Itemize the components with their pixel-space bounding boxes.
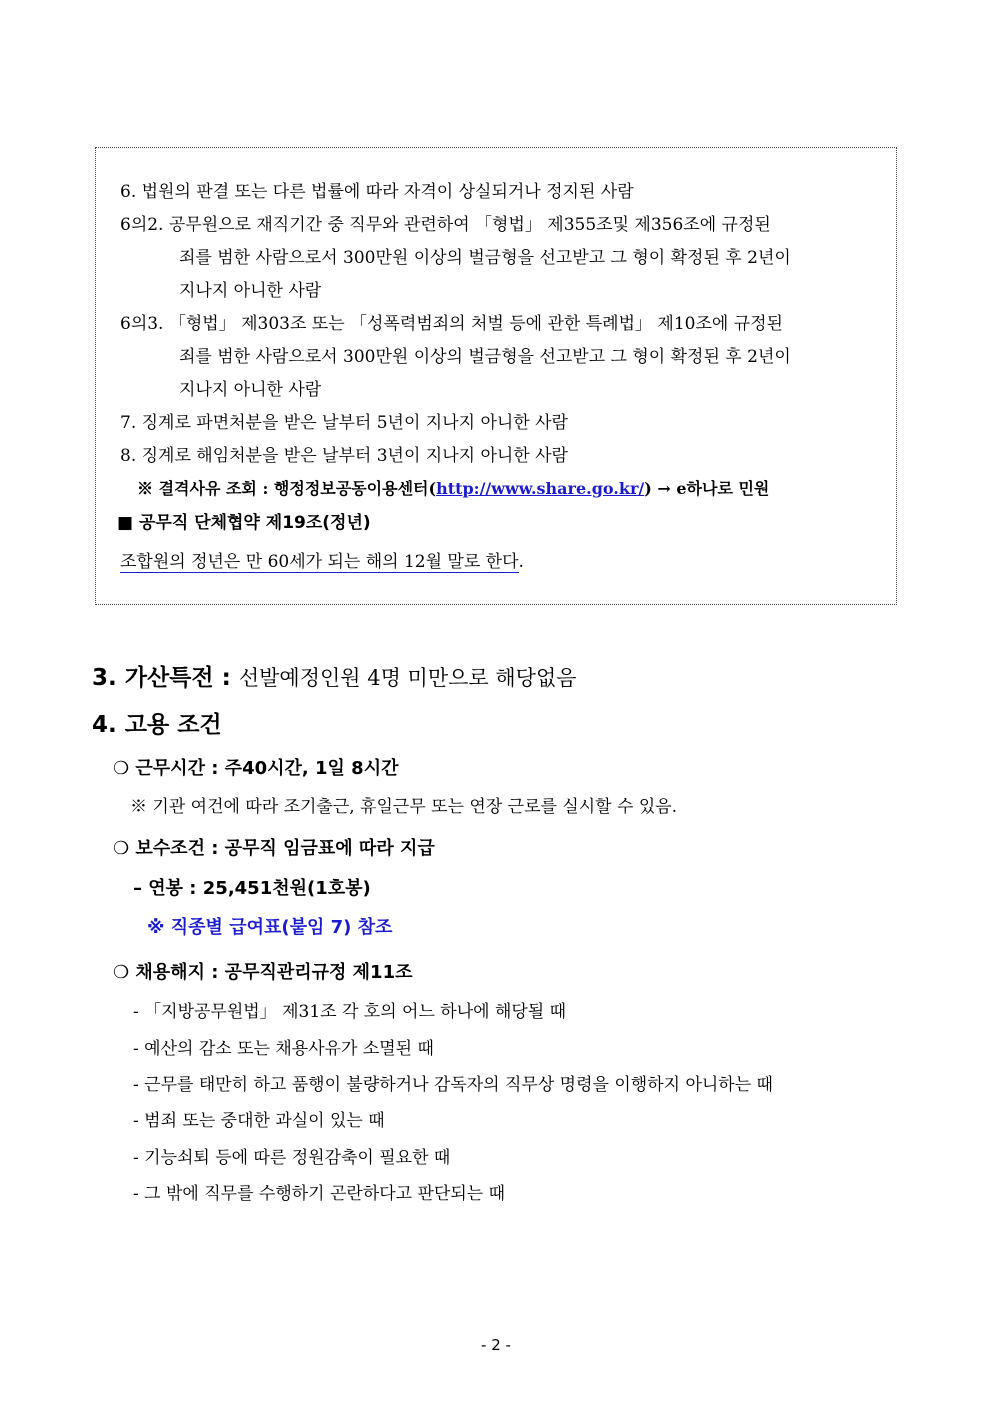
retirement-rule <box>120 551 524 573</box>
lookup-note-prefix: ※ 결격사유 조회 : 행정정보공동이용센터( <box>137 479 437 498</box>
disqualification-item-7: 7. 징계로 파면처분을 받은 날부터 5년이 지나지 아니한 사람 <box>120 413 568 433</box>
disqualification-item-6: 6. 법원의 판결 또는 다른 법률에 따라 자격이 상실되거나 정지된 사람 <box>120 182 634 202</box>
section-3-heading: 3. 가산특전 : <box>92 665 231 691</box>
disqualification-item-6-3-cont2: 지나지 아니한 사람 <box>179 380 322 400</box>
work-hours: ❍ 근무시간 : 주40시간, 1일 8시간 <box>113 758 399 779</box>
disqualification-item-6-2-cont1: 죄를 범한 사람으로서 300만원 이상의 벌금형을 선고받고 그 형이 확정된 후 2년이 <box>179 248 791 268</box>
share-go-kr-link[interactable]: http://www.share.go.kr/ <box>436 479 645 498</box>
salary-table-note: ※ 직종별 급여표(붙임 7) 참조 <box>147 917 393 938</box>
termination: ❍ 채용해지 : 공무직관리규정 제11조 <box>113 962 413 983</box>
pay-condition: ❍ 보수조건 : 공무직 임금표에 따라 지급 <box>113 838 435 859</box>
retirement-text: 조합원의 정년은 만 60세가 되는 해의 12월 말로 한다 <box>120 552 519 572</box>
section-3 <box>92 663 577 693</box>
termination-item-6: - 그 밖에 직무를 수행하기 곤란하다고 판단되는 때 <box>133 1184 506 1204</box>
section-4-heading: 4. 고용 조건 <box>92 712 222 738</box>
termination-item-3: - 근무를 태만히 하고 품행이 불량하거나 감독자의 직무상 명령을 이행하지 아니하는 때 <box>133 1075 773 1095</box>
page-number: - 2 - <box>481 1336 511 1354</box>
termination-item-1: - 「지방공무원법」 제31조 각 호의 어느 하나에 해당될 때 <box>133 1002 567 1022</box>
disqualification-item-6-2-cont2: 지나지 아니한 사람 <box>179 281 322 301</box>
disqualification-lookup-note <box>137 478 769 500</box>
termination-item-5: - 기능쇠퇴 등에 따른 정원감축이 필요한 때 <box>133 1148 451 1168</box>
agreement-title: ■ 공무직 단체협약 제19조(정년) <box>117 513 371 533</box>
disqualification-item-6-3-cont1: 죄를 범한 사람으로서 300만원 이상의 벌금형을 선고받고 그 형이 확정된 후 2년이 <box>179 347 791 367</box>
section-3-text: 선발예정인원 4명 미만으로 해당없음 <box>238 666 577 690</box>
termination-item-4: - 범죄 또는 중대한 과실이 있는 때 <box>133 1111 385 1131</box>
retirement-period: . <box>518 552 524 572</box>
work-hours-note: ※ 기관 여건에 따라 조기출근, 휴일근무 또는 연장 근로를 실시할 수 있음. <box>130 797 678 817</box>
disqualification-item-8: 8. 징계로 해임처분을 받은 날부터 3년이 지나지 아니한 사람 <box>120 446 568 466</box>
annual-salary: – 연봉 : 25,451천원(1호봉) <box>133 878 371 899</box>
disqualification-item-6-2: 6의2. 공무원으로 재직기간 중 직무와 관련하여 「형법」 제355조및 제356조에 규정된 <box>120 215 771 235</box>
lookup-note-suffix: ) → e하나로 민원 <box>644 479 770 498</box>
disqualification-item-6-3: 6의3. 「형법」 제303조 또는 「성폭력범죄의 처벌 등에 관한 특례법」 제10조에 규정된 <box>120 314 783 334</box>
termination-item-2: - 예산의 감소 또는 채용사유가 소멸된 때 <box>133 1039 434 1059</box>
